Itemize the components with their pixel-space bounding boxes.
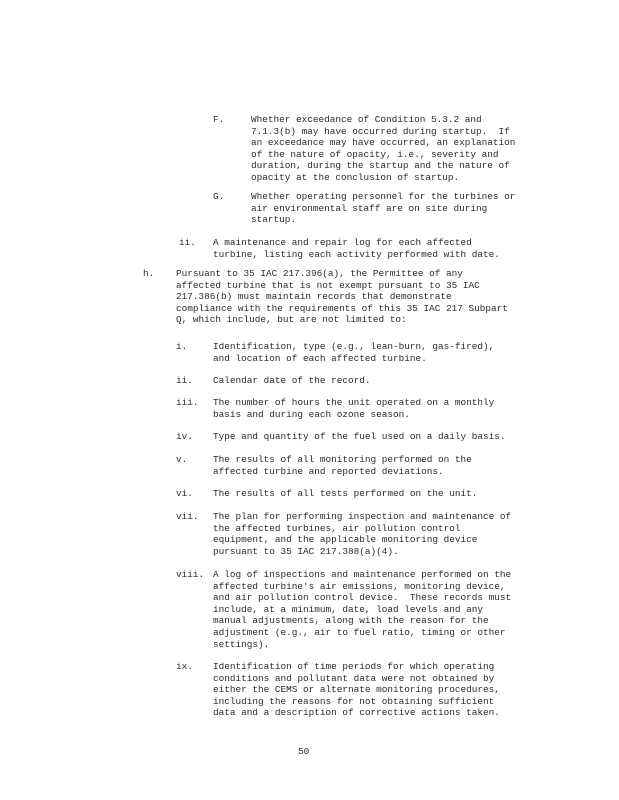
item-line: data and a description of corrective actions taken. <box>213 707 500 719</box>
item-line: Identification, type (e.g., lean-burn, gas-fired), <box>213 341 495 352</box>
item-marker: G. <box>213 191 225 202</box>
item-line: The number of hours the unit operated on a monthly <box>213 397 495 408</box>
item-marker: viii. <box>176 569 205 580</box>
item-line: compliance with the requirements of this 35 IAC 217 Subpart <box>176 302 508 314</box>
item-line: Identification of time periods for which operating <box>213 661 495 672</box>
item-line: Calendar date of the record. <box>213 375 371 386</box>
item-line: The plan for performing inspection and maintenance of <box>213 511 512 522</box>
item-line: A log of inspections and maintenance performed on the <box>213 569 512 580</box>
item-line: Whether exceedance of Condition 5.3.2 and <box>251 114 482 125</box>
item-marker: ii. <box>179 237 196 248</box>
item-line: affected turbine that is not exempt pursuant to 35 IAC <box>176 279 480 291</box>
item-line: affected turbine's air emissions, monitoring device, <box>213 580 506 592</box>
item-marker: i. <box>176 341 188 352</box>
item-line: manual adjustments, along with the reason for the <box>213 615 489 627</box>
item-marker: iii. <box>176 397 199 408</box>
item-line: Q, which include, but are not limited to: <box>176 314 407 326</box>
item-marker: v. <box>176 454 188 465</box>
item-line: 7.1.3(b) may have occurred during startup. If <box>251 125 510 137</box>
item-line: pursuant to 35 IAC 217.388(a)(4). <box>213 545 399 557</box>
item-line: the affected turbines, air pollution control <box>213 522 461 534</box>
item-line: and air pollution control device. These records must <box>213 592 512 604</box>
item-marker: F. <box>213 114 225 125</box>
item-line: Whether operating personnel for the turbines or <box>251 191 516 202</box>
item-line: startup. <box>251 214 297 226</box>
item-marker: h. <box>143 268 155 279</box>
item-line: conditions and pollutant data were not obtained by <box>213 672 495 684</box>
item-line: 217.386(b) must maintain records that demonstrate <box>176 291 452 303</box>
item-line: opacity at the conclusion of startup. <box>251 172 460 183</box>
item-line: basis and during each ozone season. <box>213 408 410 420</box>
item-line: Pursuant to 35 IAC 217.396(a), the Permittee of any <box>176 268 463 279</box>
item-line: The results of all tests performed on the unit. <box>213 488 478 499</box>
item-line: an exceedance may have occurred, an explanation <box>251 137 516 149</box>
item-line: either the CEMS or alternate monitoring procedures, <box>213 684 500 696</box>
item-marker: ii. <box>176 375 193 386</box>
item-line: of the nature of opacity, i.e., severity and <box>251 148 499 160</box>
page-number: 50 <box>298 746 310 757</box>
item-line: duration, during the startup and the nature of <box>251 160 510 172</box>
item-line: affected turbine and reported deviations. <box>213 465 444 477</box>
item-marker: vii. <box>176 511 199 522</box>
item-marker: iv. <box>176 431 193 442</box>
item-line: and location of each affected turbine. <box>213 352 427 364</box>
item-line: Type and quantity of the fuel used on a daily basis. <box>213 431 506 442</box>
item-marker: vi. <box>176 488 193 499</box>
item-line: A maintenance and repair log for each affected <box>213 237 472 248</box>
item-line: equipment, and the applicable monitoring device <box>213 534 478 546</box>
item-line: air environmental staff are on site during <box>251 202 488 214</box>
item-line: adjustment (e.g., air to fuel ratio, timing or other <box>213 627 506 638</box>
item-line: include, at a minimum, date, load levels and any <box>213 603 484 615</box>
item-line: including the reasons for not obtaining sufficient <box>213 695 495 707</box>
item-line: settings). <box>213 638 270 650</box>
item-line: The results of all monitoring performed on the <box>213 454 472 465</box>
item-line: turbine, listing each activity performed with date. <box>213 248 500 260</box>
item-marker: ix. <box>176 661 193 672</box>
